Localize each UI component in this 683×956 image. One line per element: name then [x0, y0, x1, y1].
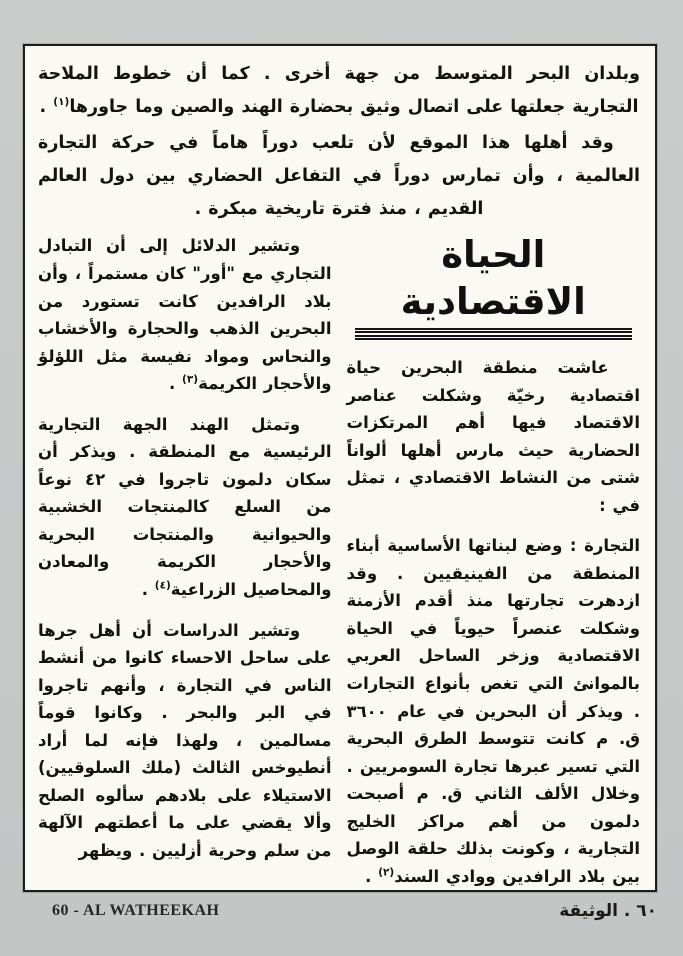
article-heading: الحياة الاقتصادية: [400, 233, 586, 323]
footer-journal-name-en: 60 - AL WATHEEKAH: [52, 902, 220, 919]
left-column-paragraph-3: وتشير الدراسات أن أهل جرها على ساحل الاحساء كانوا من أنشط الناس في التجارة ، وأنهم تاجروا في البر والبحر . وكانوا قوماً مسالمين ، ولهذا فإنه لما أراد أنطيوخس الثالث (ملك السلوقيين) الاستيلاء على بلادهم سألوه الصلح وألا يقضي على ما أعطتهم الآلهة من سلم وحرية أزليين . ويظهر: [38, 620, 332, 860]
footer-journal-name-ar: ٦٠ . الوثيقة: [559, 901, 657, 921]
intro-paragraph-1-text: وبلدان البحر المتوسط من جهة أخرى . كما أن خطوط الملاحة التجارية جعلتها على اتصال وثيق بحضارة الهند والصين وما جاورها: [38, 64, 640, 117]
content-frame: [23, 44, 657, 892]
left-column-paragraph-2: [38, 411, 332, 604]
two-column-layout: [38, 232, 640, 892]
heading-double-rule: [355, 328, 633, 340]
intro-paragraph-1: [38, 58, 640, 124]
left-column-paragraph-2-tail: .: [141, 580, 155, 600]
page-footer: [0, 897, 683, 925]
footnote-ref-3: (٣): [182, 373, 199, 386]
left-column-paragraph-1-tail: .: [169, 374, 183, 394]
right-column-paragraph-2: [347, 532, 641, 890]
left-column: [38, 232, 332, 877]
intro-paragraph-1-tail: .: [39, 96, 54, 117]
right-column: [347, 232, 641, 892]
footnote-ref-4: (٤): [154, 579, 171, 592]
right-column-paragraph-1: عاشت منطقة البحرين حياة اقتصادية رخيّة وشكلت عناصر الاقتصاد فيها أهم المرتكزات الحضارية حيث مارس أهلها ألواناً شتى من النشاط الاقتصادي ، تمثل في :: [346, 357, 640, 515]
right-column-paragraph-2-tail: .: [365, 866, 379, 886]
left-column-paragraph-2-text: وتمثل الهند الجهة التجارية الرئيسية مع المنطقة . ويذكر أن سكان دلمون تاجروا في ٤٢ نوعاً من السلع كالمنتجات الخشبية والحيوانية والمنتجات البحرية والأحجار الكريمة والمعادن والمحاصيل الزراعية: [38, 414, 332, 600]
footnote-ref-2: (٢): [378, 866, 395, 879]
left-column-paragraph-1-text: وتشير الدلائل إلى أن التبادل التجاري مع "أور" كان مستمراً ، وأن بلاد الرافدين كانت تستورد من البحرين الذهب والحجارة والأخشاب والنحاس ومواد نفيسة مثل اللؤلؤ والأحجار الكريمة: [38, 236, 332, 394]
intro-paragraph-2: وقد أهلها هذا الموقع لأن تلعب دوراً هاماً في حركة التجارة العالمية ، وأن تمارس دوراً في التفاعل الحضاري بين دول العالم القديم ، منذ فترة تاريخية مبكرة .: [38, 132, 640, 219]
right-column-paragraph-2-text: التجارة : وضع لبناتها الأساسية أبناء المنطقة من الفينيقيين . وقد ازدهرت تجارتها منذ أقدم الأزمنة وشكلت عنصراً حيوياً في الحياة الاقتصادية وزخر الساحل العربي بالموانئ التي تغص بأنواع التجارات . ويذكر أن البحرين في عام ٣٦٠٠ ق. م كانت تتوسط الطرق البحرية التي تسير عبرها تجارة السومريين . وخلال الألف الثاني ق. م أصبحت دلمون من أهم مراكز الخليج التجارية ، وكونت بذلك حلقة الوصل بين بلاد الرافدين ووادي السند: [346, 536, 640, 886]
left-column-paragraph-1: [38, 232, 332, 397]
intro-section: [38, 58, 640, 225]
footnote-ref-1: (١): [53, 96, 70, 109]
